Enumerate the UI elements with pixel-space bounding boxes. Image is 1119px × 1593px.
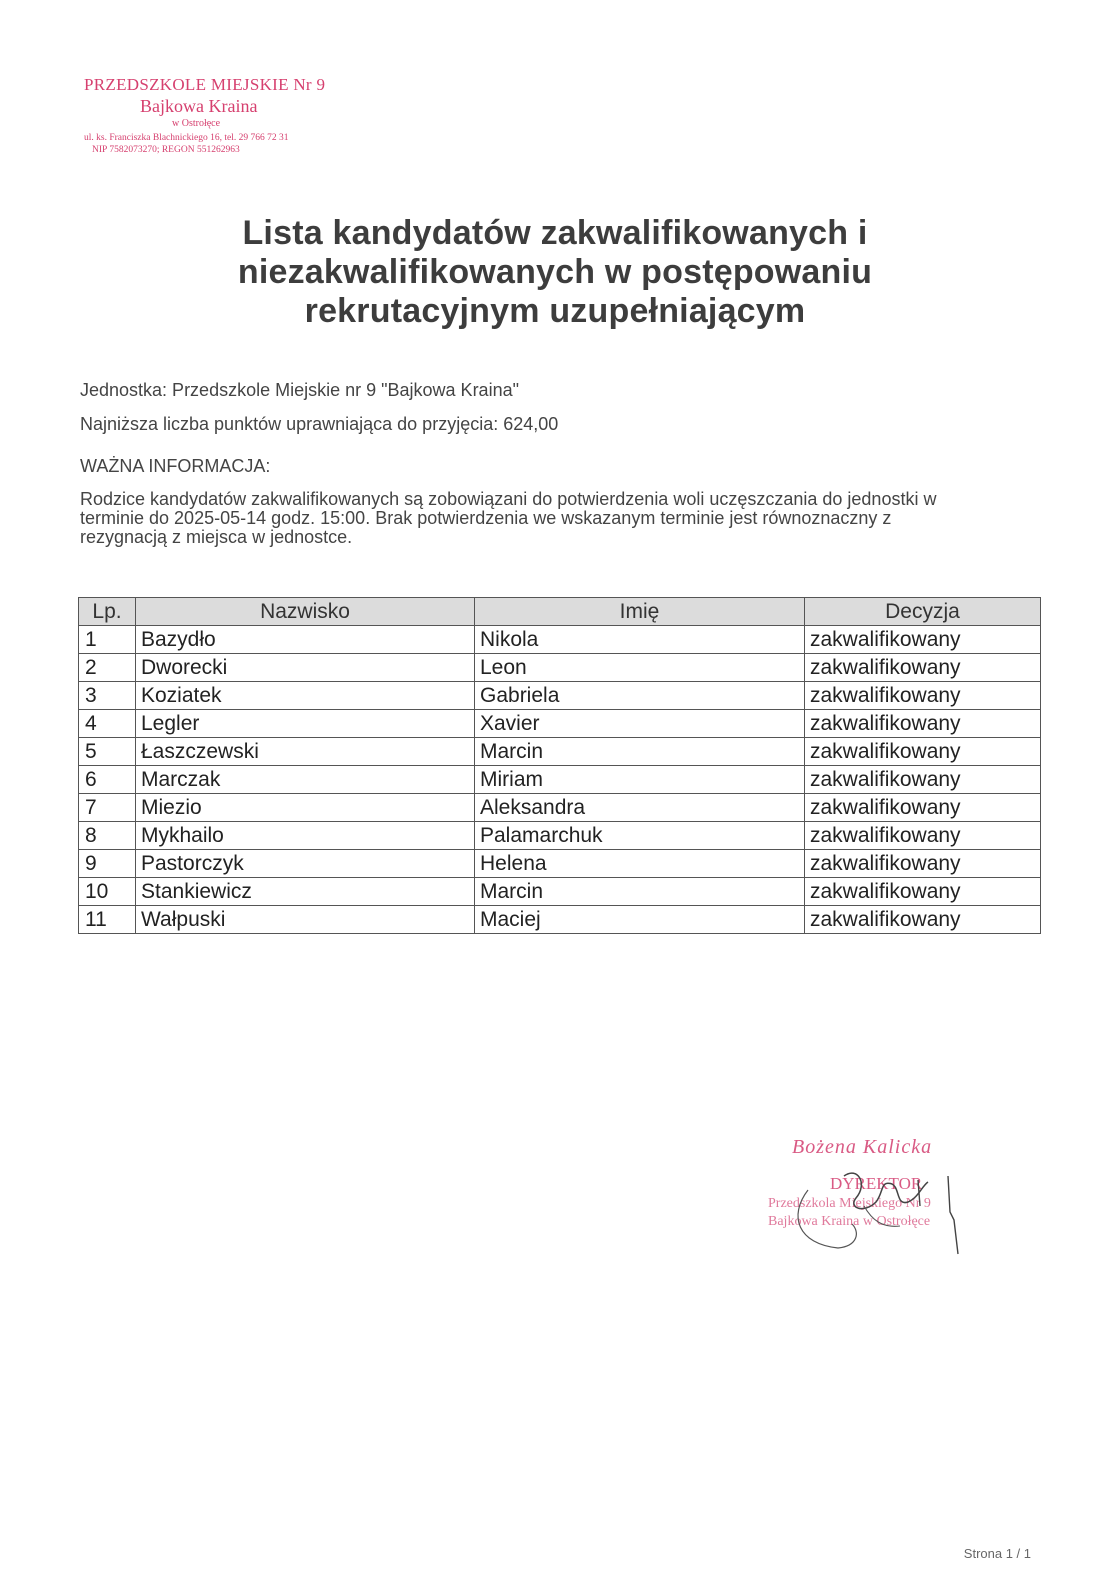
cell-first-name: Miriam — [475, 766, 805, 794]
cell-decision: zakwalifikowany — [805, 710, 1041, 738]
cell-lp: 9 — [79, 850, 136, 878]
cell-decision: zakwalifikowany — [805, 626, 1041, 654]
handwritten-signature-icon — [768, 1136, 1008, 1276]
cell-surname: Legler — [136, 710, 475, 738]
director-signature-stamp — [768, 1136, 1008, 1276]
cell-decision: zakwalifikowany — [805, 654, 1041, 682]
cell-first-name: Marcin — [475, 878, 805, 906]
cell-surname: Miezio — [136, 794, 475, 822]
stamp-line-2: Bajkowa Kraina — [140, 95, 258, 116]
header-imie: Imię — [475, 598, 805, 626]
cell-lp: 5 — [79, 738, 136, 766]
cell-lp: 11 — [79, 906, 136, 934]
cell-lp: 2 — [79, 654, 136, 682]
cell-decision: zakwalifikowany — [805, 878, 1041, 906]
signatory-name: Bożena Kalicka — [792, 1136, 933, 1158]
cell-lp: 10 — [79, 878, 136, 906]
cell-first-name: Palamarchuk — [475, 822, 805, 850]
cell-surname: Marczak — [136, 766, 475, 794]
table-header-row — [79, 598, 1041, 626]
signatory-role: DYREKTOR — [830, 1174, 923, 1193]
cell-first-name: Aleksandra — [475, 794, 805, 822]
table-row — [79, 682, 1041, 710]
cell-first-name: Maciej — [475, 906, 805, 934]
cell-lp: 7 — [79, 794, 136, 822]
cell-decision: zakwalifikowany — [805, 766, 1041, 794]
cell-decision: zakwalifikowany — [805, 738, 1041, 766]
header-decyzja: Decyzja — [805, 598, 1041, 626]
stamp-line-4: ul. ks. Franciszka Blachnickiego 16, tel. 29 766 72 31 — [84, 133, 289, 144]
cell-decision: zakwalifikowany — [805, 822, 1041, 850]
table-row — [79, 738, 1041, 766]
table-row — [79, 794, 1041, 822]
page-number: Strona 1 / 1 — [963, 1546, 1031, 1561]
cell-surname: Pastorczyk — [136, 850, 475, 878]
institution-stamp — [84, 76, 344, 156]
important-text: Rodzice kandydatów zakwalifikowanych są zobowiązani do potwierdzenia woli uczęszczania do jednostki w terminie do 2025-05-14 godz. 15:00. Brak potwierdzenia we wskazanym terminie jest równoznaczny z rezygnacją z miejsca w jednostce. — [80, 489, 937, 547]
stamp-line-1: PRZEDSZKOLE MIEJSKIE Nr 9 — [84, 75, 326, 94]
cell-surname: Dworecki — [136, 654, 475, 682]
header-nazwisko: Nazwisko — [136, 598, 475, 626]
cell-surname: Mykhailo — [136, 822, 475, 850]
min-points-line: Najniższa liczba punktów uprawniająca do przyjęcia: 624,00 — [80, 414, 559, 434]
document-title: Lista kandydatów zakwalifikowanych i niezakwalifikowanych w postępowaniu rekrutacyjnym uzupełniającym — [237, 214, 873, 330]
table-row — [79, 766, 1041, 794]
cell-first-name: Helena — [475, 850, 805, 878]
table-row — [79, 906, 1041, 934]
cell-decision: zakwalifikowany — [805, 850, 1041, 878]
stamp-line-5: NIP 7582073270; REGON 551262963 — [92, 145, 240, 156]
cell-surname: Łaszczewski — [136, 738, 475, 766]
cell-lp: 4 — [79, 710, 136, 738]
cell-decision: zakwalifikowany — [805, 906, 1041, 934]
table-row — [79, 878, 1041, 906]
cell-decision: zakwalifikowany — [805, 682, 1041, 710]
cell-decision: zakwalifikowany — [805, 794, 1041, 822]
header-lp: Lp. — [79, 598, 136, 626]
cell-lp: 1 — [79, 626, 136, 654]
important-heading: WAŻNA INFORMACJA: — [80, 456, 271, 476]
cell-lp: 6 — [79, 766, 136, 794]
table-row — [79, 710, 1041, 738]
cell-surname: Stankiewicz — [136, 878, 475, 906]
cell-first-name: Leon — [475, 654, 805, 682]
table-row — [79, 850, 1041, 878]
cell-first-name: Nikola — [475, 626, 805, 654]
candidates-table — [78, 597, 1041, 934]
unit-line: Jednostka: Przedszkole Miejskie nr 9 "Bajkowa Kraina" — [80, 380, 519, 400]
table-row — [79, 654, 1041, 682]
stamp-institution-line-1: Przedszkola Miejskiego Nr 9 — [768, 1196, 931, 1211]
cell-surname: Bazydło — [136, 626, 475, 654]
cell-surname: Wałpuski — [136, 906, 475, 934]
cell-lp: 3 — [79, 682, 136, 710]
stamp-line-3: w Ostrołęce — [172, 117, 221, 129]
cell-surname: Koziatek — [136, 682, 475, 710]
cell-lp: 8 — [79, 822, 136, 850]
stamp-institution-line-2: Bajkowa Kraina w Ostrołęce — [768, 1214, 931, 1229]
table-row — [79, 626, 1041, 654]
cell-first-name: Marcin — [475, 738, 805, 766]
cell-first-name: Xavier — [475, 710, 805, 738]
cell-first-name: Gabriela — [475, 682, 805, 710]
table-row — [79, 822, 1041, 850]
